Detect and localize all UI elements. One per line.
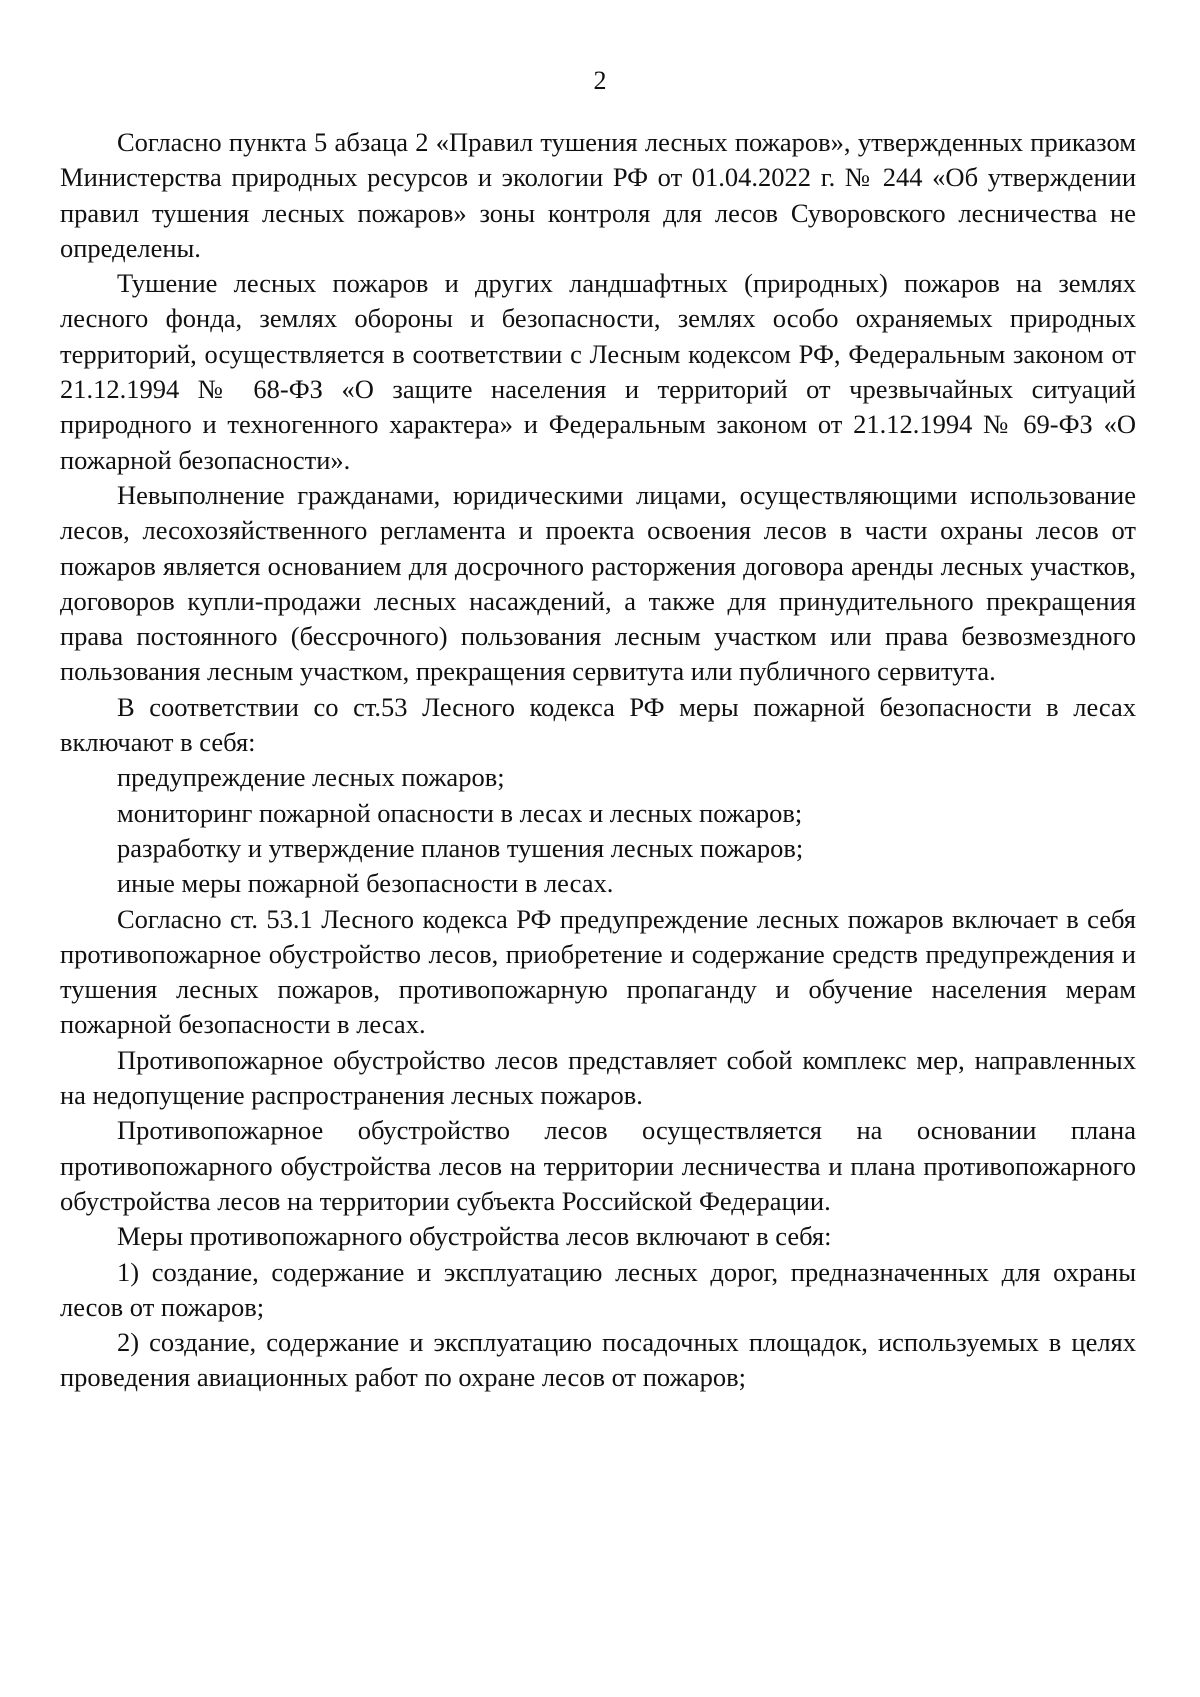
paragraph-non-compliance: Невыполнение гражданами, юридическими лицами, осуществляющими использование лесов, лесохозяйственного регламента и проекта освоения лесов в части охраны лесов от пожаров является основанием для досрочного расторжения договора аренды лесных участков, договоров купли-продажи лесных насаждений, а также для принудительного прекращения права постоянного (бессрочного) пользования лесным участком или права безвозмездного пользования лесным участком, прекращения сервитута или публичного сервитута. — [60, 479, 1136, 687]
list-item-landing-sites: 2) создание, содержание и эксплуатацию посадочных площадок, используемых в целях проведения авиационных работ по охране лесов от пожаров; — [60, 1327, 1136, 1393]
document-body — [60, 125, 1136, 1396]
paragraph-prevention-article: Согласно ст. 53.1 Лесного кодекса РФ предупреждение лесных пожаров включает в себя противопожарное обустройство лесов, приобретение и содержание средств предупреждения и тушения лесных пожаров, противопожарную пропаганду и обучение населения мерам пожарной безопасности в лесах. — [60, 903, 1136, 1040]
paragraph-fire-suppression-law: Тушение лесных пожаров и других ландшафтных (природных) пожаров на землях лесного фонда, землях обороны и безопасности, землях особо охраняемых природных территорий, осуществляется в соответствии с Лесным кодексом РФ, Федеральным законом от 21.12.1994 № 68-ФЗ «О защите населения и территорий от чрезвычайных ситуаций природного и техногенного характера» и Федеральным законом от 21.12.1994 № 69-ФЗ «О пожарной безопасности». — [60, 268, 1136, 475]
list-item-forest-roads: 1) создание, содержание и эксплуатацию лесных дорог, предназначенных для охраны лесов от пожаров; — [60, 1256, 1136, 1322]
list-item-other-measures: иные меры пожарной безопасности в лесах. — [117, 868, 614, 899]
list-item-monitoring: мониторинг пожарной опасности в лесах и лесных пожаров; — [117, 797, 803, 828]
paragraph-fire-arrangement-definition: Противопожарное обустройство лесов представляет собой комплекс мер, направленных на недопущение распространения лесных пожаров. — [60, 1044, 1136, 1111]
paragraph-zones-of-control: Согласно пункта 5 абзаца 2 «Правил тушения лесных пожаров», утвержденных приказом Министерства природных ресурсов и экологии РФ от 01.04.2022 г. № 244 «Об утверждении правил тушения лесных пожаров» зоны контроля для лесов Суворовского лесничества не определены. — [60, 127, 1136, 263]
list-item-prevention: предупреждение лесных пожаров; — [117, 762, 505, 793]
paragraph-fire-arrangement-plan: Противопожарное обустройство лесов осуществляется на основании плана противопожарного обустройства лесов на территории лесничества и плана противопожарного обустройства лесов на территории субъекта Российской Федерации. — [60, 1115, 1136, 1216]
paragraph-arrangement-measures-intro: Меры противопожарного обустройства лесов включают в себя: — [117, 1221, 832, 1252]
list-item-plans: разработку и утверждение планов тушения лесных пожаров; — [117, 832, 804, 863]
paragraph-fire-safety-measures-intro: В соответствии со ст.53 Лесного кодекса РФ меры пожарной безопасности в лесах включают в себя: — [60, 691, 1136, 758]
page-number: 2 — [593, 66, 607, 95]
